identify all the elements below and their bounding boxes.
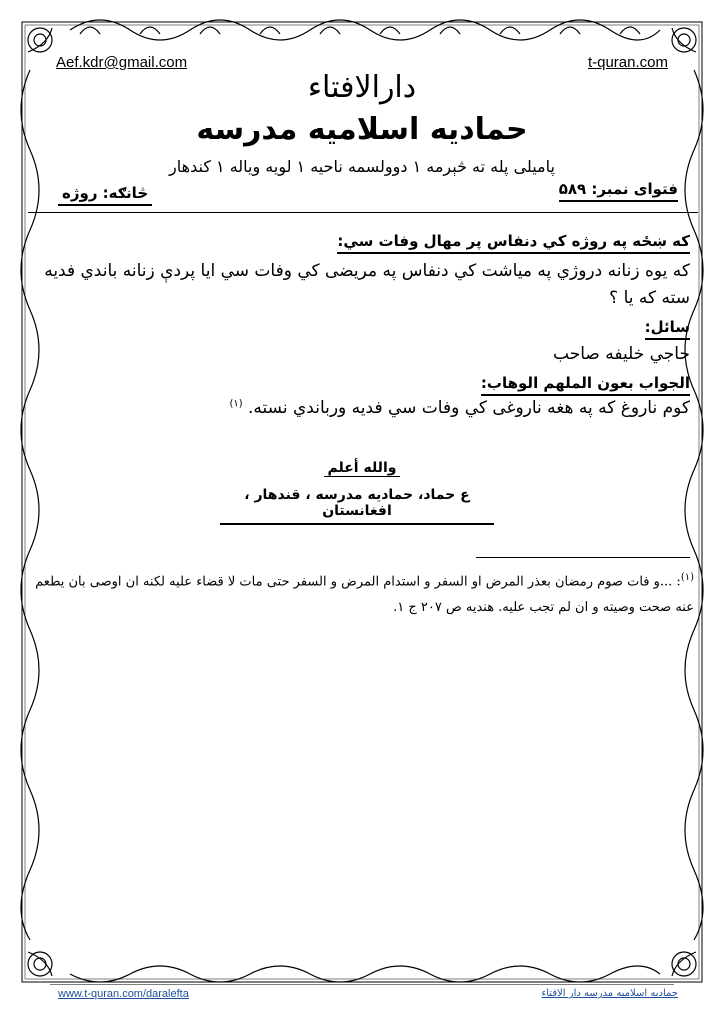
topic-label: څانګه: روژه — [58, 184, 152, 206]
signature: ع حماد، حمادیه مدرسه ، قندهار ، افغانستان — [220, 487, 494, 525]
footnote-mark: (۱) — [680, 572, 694, 583]
footnote — [30, 565, 694, 621]
asker-heading: سائل: — [645, 318, 690, 340]
footer-link[interactable]: www.t-quran.com/daralefta — [58, 988, 189, 1000]
school-name: حمادیه اسلامیه مدرسه — [196, 112, 528, 147]
closing-phrase — [0, 460, 724, 476]
answer-heading: الجواب بعون الملهم الوهاب: — [481, 374, 690, 396]
footnote-text: : ...و فات صوم رمضان بعذر المرض او السفر و استدام المرض و السفر حتی مات لا قضاء علیه لکنه ان اوصی بان یطعم عنه صحت وصیته و ان لم تجب علیه. هندیه ص ۲۰۷ ج ۱. — [35, 574, 694, 616]
email-link[interactable]: Aef.kdr@gmail.com — [56, 54, 188, 71]
address-line: پامیلی پله ته څېرمه ۱ دوولسمه ناحیه ۱ لویه ویاله ۱ کندهار — [169, 157, 555, 176]
answer-text-block — [40, 398, 690, 418]
header-divider — [28, 212, 698, 213]
footer-title[interactable]: حمادیه اسلامیه مدرسه دار الافتاء — [541, 988, 678, 999]
footer-divider — [50, 984, 674, 985]
question-text: که یوه زنانه دروژي په میاشت کي دنفاس په مریضی کي وفات سي ایا پردې زنانه باندي فدیه سته که یا ؟ — [44, 261, 690, 308]
page-title: دارالافتاء — [307, 70, 417, 105]
footnote-divider — [476, 557, 690, 558]
website-link[interactable]: t-quran.com — [587, 54, 668, 71]
allah-alam: والله أعلم — [324, 460, 401, 477]
footnote-reference[interactable]: (۱) — [229, 398, 243, 410]
asker-name: حاجي خلیفه صاحب — [553, 344, 690, 364]
fatwa-number: فتوای نمبر: ۵۸۹ — [559, 180, 678, 202]
answer-text: کوم ناروغ که په هغه ناروغی کي وفات سي فدیه ورباندي نسته. — [248, 398, 690, 418]
question-heading: که ښځه په روژه کي دنفاس پر مهال وفات سي: — [337, 232, 690, 254]
